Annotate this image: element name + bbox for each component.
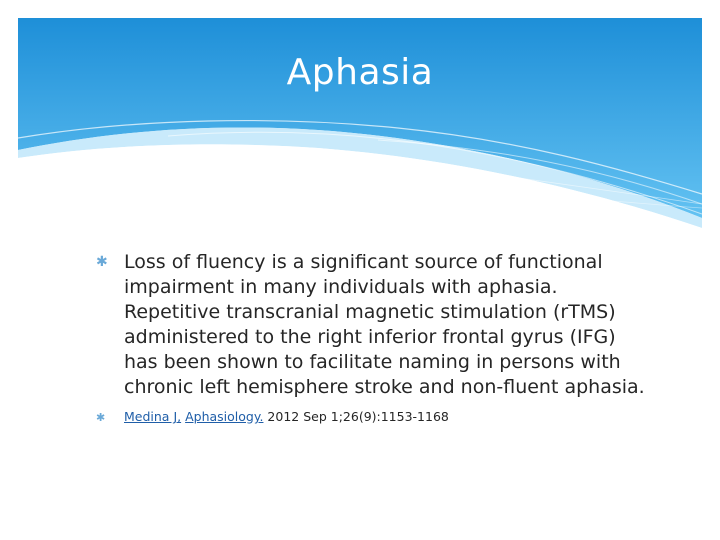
banner-wave-graphic [18, 18, 702, 228]
content-area [94, 250, 654, 425]
author-link[interactable]: Medina J, [124, 409, 182, 424]
citation-details: 2012 Sep 1;26(9):1153-1168 [263, 409, 449, 424]
asterisk-bullet-icon: ✱ [96, 254, 108, 270]
bullet-text: Loss of fluency is a significant source of functional impairment in many individuals with aphasia. Repetitive transcranial magnetic stimulation (rTMS) administered to the right inferior frontal gyrus (IFG) has been shown to facilitate naming in persons with chronic left hemisphere stroke and non-fluent aphasia. [124, 251, 645, 398]
bullet-item [94, 250, 654, 400]
slide-title: Aphasia [286, 52, 434, 93]
title-banner [18, 18, 702, 228]
reference-item [94, 409, 654, 425]
journal-link[interactable]: Aphasiology. [185, 409, 264, 424]
asterisk-bullet-icon: ✱ [96, 411, 106, 424]
